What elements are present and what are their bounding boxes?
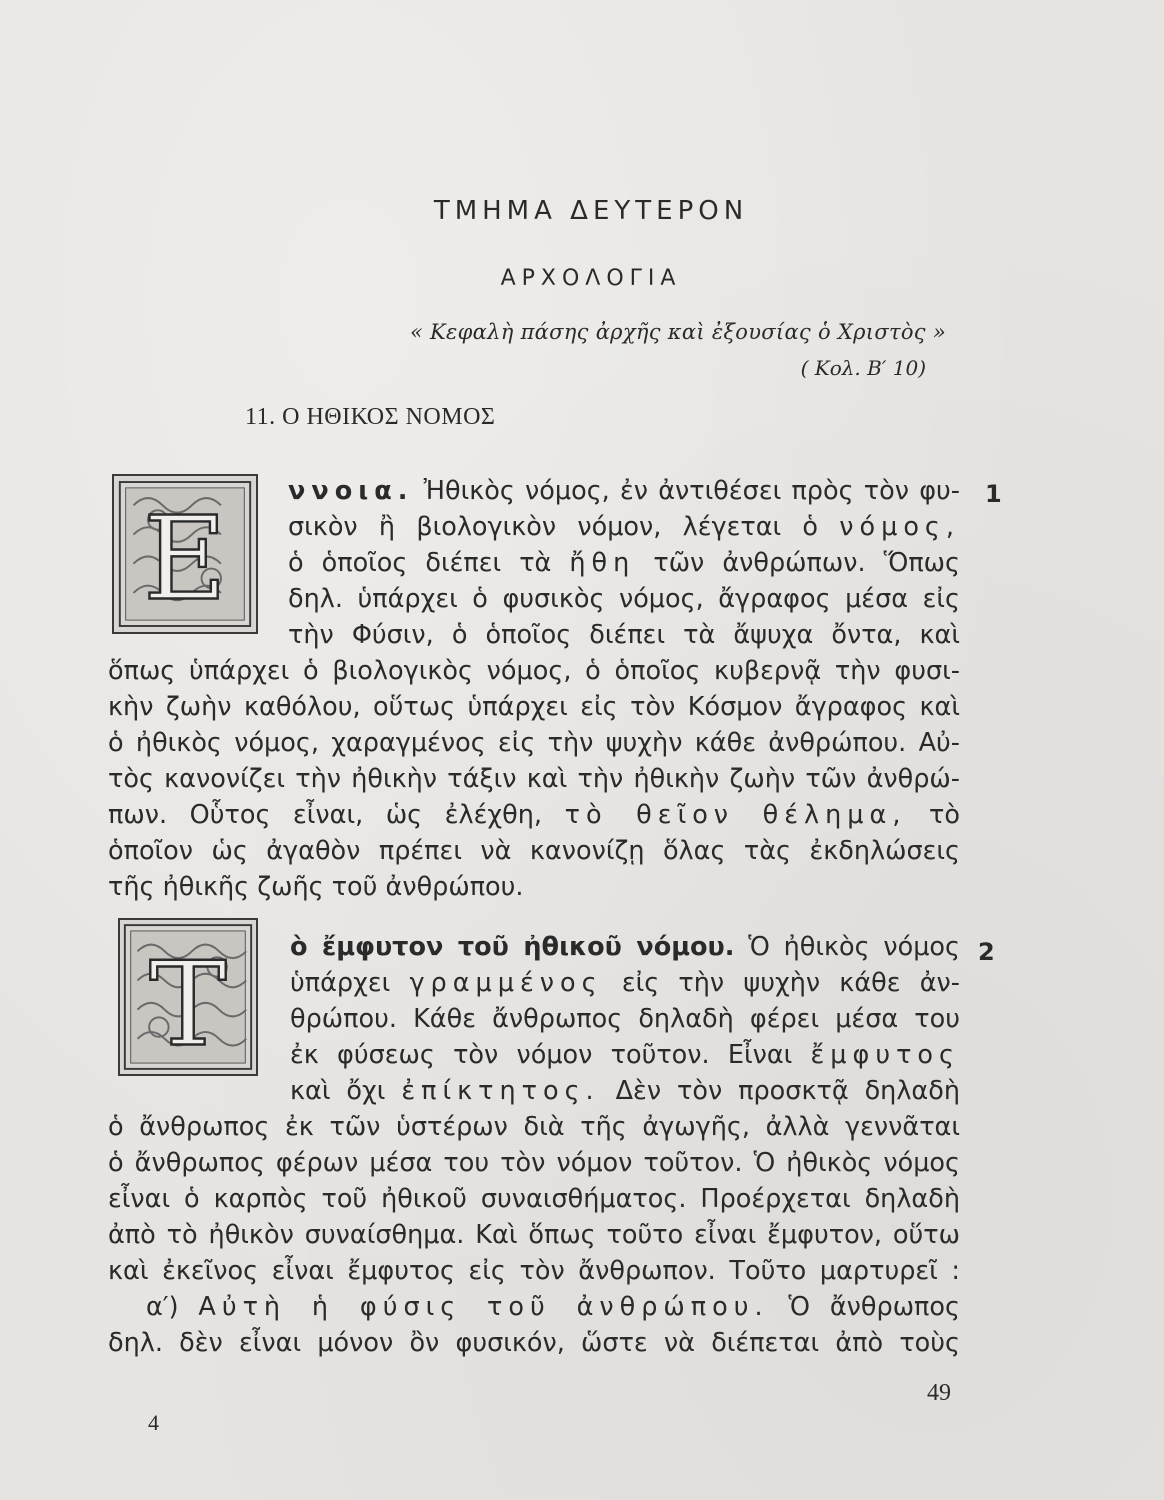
text-line: καὶ ἐκεῖνος εἶναι ἔμφυτος εἰς τὸν ἄνθρωπον. Τοῦτο μαρτυρεῖ : xyxy=(108,1256,960,1286)
dropcap-letter: T xyxy=(149,937,227,1073)
text-line: δηλ. δὲν εἶναι μόνον ὂν φυσικόν, ὥστε νὰ διέπεται ἀπὸ τοὺς xyxy=(108,1328,960,1358)
text-line: σικὸν ἢ βιολογικὸν νόμον, λέγεται ὁ νόμος, xyxy=(288,512,960,542)
text-line: καὶ ὄχι ἐπίκτητος. Δὲν τὸν προσκτᾷ δηλαδὴ xyxy=(290,1076,960,1106)
text-line: ἐκ φύσεως τὸν νόμον τοῦτον. Εἶναι ἔμφυτος xyxy=(290,1040,960,1070)
spaced-term: ἐπίκτητος. xyxy=(401,1076,600,1106)
section-heading: ΤΜΗΜΑ ΔΕΥΤΕΡΟΝ xyxy=(433,196,749,226)
ornament-icon xyxy=(120,920,256,1074)
text-line: πων. Οὗτος εἶναι, ὡς ἐλέχθη, τὸ θεῖον θέλημα, τὸ xyxy=(108,800,960,830)
text-line: ὸ ἔμφυτον τοῦ ἠθικοῦ νόμου. Ὁ ἠθικὸς νόμος xyxy=(290,932,961,962)
paragraph-number: 1 xyxy=(985,480,1002,508)
spaced-term: Αὐτὴ ἡ φύσις τοῦ ἀνθρώπου. xyxy=(198,1292,769,1322)
text-line: ὁ ἄνθρωπος ἐκ τῶν ὑστέρων διὰ τῆς ἀγωγῆς, ἀλλὰ γεννᾶται xyxy=(108,1112,960,1142)
spaced-term: γραμμένος xyxy=(409,968,603,998)
text-line: ὁποῖον ὡς ἀγαθὸν πρέπει νὰ κανονίζῃ ὅλας τὰς ἐκδηλώσεις xyxy=(108,836,960,866)
epigraph-reference: ( Κολ. Β′ 10) xyxy=(800,356,926,380)
text-line: α′) Αὐτὴ ἡ φύσις τοῦ ἀνθρώπου. Ὁ ἄνθρωπος xyxy=(146,1292,960,1322)
text-line: θρώπου. Κάθε ἄνθρωπος δηλαδὴ φέρει μέσα του xyxy=(290,1004,960,1034)
lesson-title: 11. Ο ΗΘΙΚΟΣ ΝΟΜΟΣ xyxy=(245,404,496,430)
text-line: κὴν ζωὴν καθόλου, οὕτως ὑπάρχει εἰς τὸν Κόσμον ἄγραφος καὶ xyxy=(108,692,960,722)
text-line: εἶναι ὁ καρπὸς τοῦ ἠθικοῦ συναισθήματος. Προέρχεται δηλαδὴ xyxy=(108,1184,960,1214)
lead-word: ννοια. xyxy=(288,476,414,506)
text-line: ὁ ἄνθρωπος φέρων μέσα του τὸν νόμον τοῦτον. Ὁ ἠθικὸς νόμος xyxy=(108,1148,960,1178)
spaced-term: τὸ θεῖον θέλημα, xyxy=(564,800,907,830)
text-line: ἀπὸ τὸ ἠθικὸν συναίσθημα. Καὶ ὅπως τοῦτο εἶναι ἔμφυτον, οὕτω xyxy=(108,1220,960,1250)
page-number: 49 xyxy=(927,1380,951,1406)
text-line: ὁ ὁποῖος διέπει τὰ ἤθη τῶν ἀνθρώπων. Ὅπως xyxy=(288,548,961,578)
spaced-term: νόμος, xyxy=(839,512,960,542)
dropcap-e-ornament xyxy=(112,474,258,634)
text-line: τὴν Φύσιν, ὁ ὁποῖος διέπει τὰ ἄψυχα ὄντα, καὶ xyxy=(288,620,960,650)
signature-mark: 4 xyxy=(148,1410,159,1435)
dropcap-letter: E xyxy=(143,492,227,627)
text-line: ὁ ἠθικὸς νόμος, χαραγμένος εἰς τὴν ψυχὴν κάθε ἀνθρώπου. Αὐ- xyxy=(108,728,960,758)
text-line: τὸς κανονίζει τὴν ἠθικὴν τάξιν καὶ τὴν ἠθικὴν ζωὴν τῶν ἀνθρώ- xyxy=(108,764,960,794)
lead-phrase: ὸ ἔμφυτον τοῦ ἠθικοῦ νόμου. xyxy=(290,932,735,962)
ornament-icon xyxy=(114,476,256,632)
text-line: τῆς ἠθικῆς ζωῆς τοῦ ἀνθρώπου. xyxy=(108,872,524,902)
text-line: ὑπάρχει γραμμένος εἰς τὴν ψυχὴν κάθε ἀν- xyxy=(290,968,960,998)
spaced-term: ἔμφυτος xyxy=(810,1040,960,1070)
text-line: ὅπως ὑπάρχει ὁ βιολογικὸς νόμος, ὁ ὁποῖος κυβερνᾷ τὴν φυσι- xyxy=(108,656,960,686)
dropcap-t-ornament xyxy=(118,918,258,1076)
paragraph-number: 2 xyxy=(978,938,995,966)
spaced-term: ἤθη xyxy=(569,548,636,578)
epigraph-quote: « Κεφαλὴ πάσης ἀρχῆς καὶ ἐξουσίας ὁ Χριστὸς » xyxy=(409,320,946,344)
text-line: δηλ. ὑπάρχει ὁ φυσικὸς νόμος, ἄγραφος μέσα εἰς xyxy=(288,584,960,614)
chapter-heading: ΑΡΧΟΛΟΓΙΑ xyxy=(500,266,682,291)
text-line: ννοια. Ἠθικὸς νόμος, ἐν ἀντιθέσει πρὸς τὸν φυ- xyxy=(288,476,960,506)
